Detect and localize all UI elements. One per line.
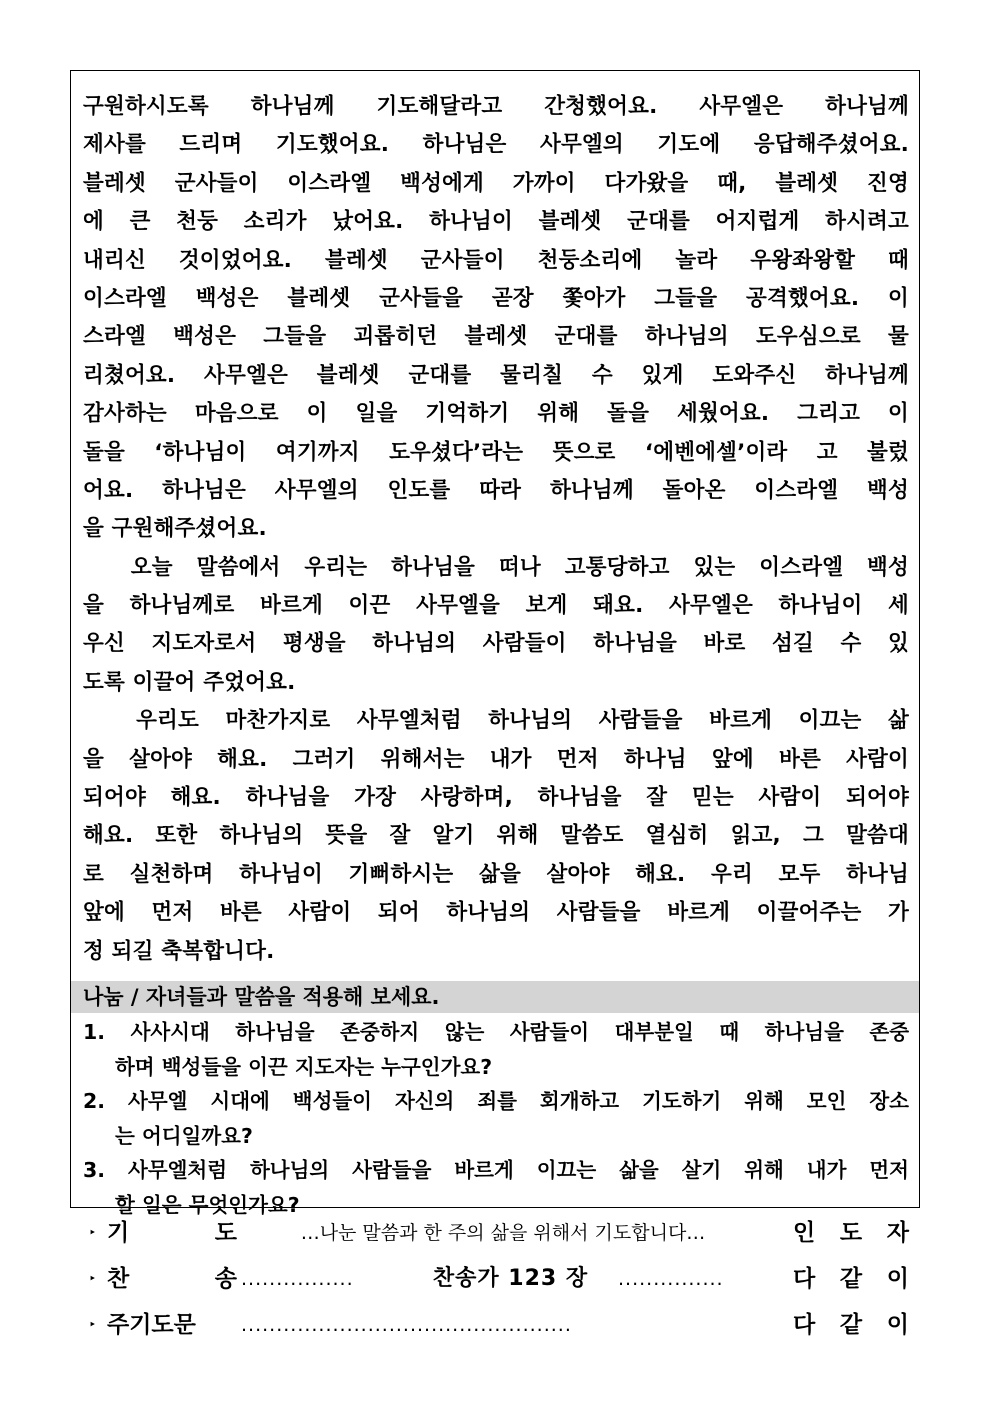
order-row-lords-prayer (83, 1302, 909, 1348)
order-description: …나눈 말씀과 한 주의 삶을 위해서 기도합니다… (300, 1222, 706, 1244)
worship-order (83, 1210, 909, 1348)
share-title: 나눔 / 자녀들과 말씀을 적용해 보세요. (83, 985, 440, 1009)
dot-leader: ............... (618, 1268, 724, 1290)
paragraph-line: 정 되길 축복합니다. (83, 938, 275, 964)
paragraph-line: 내리신 것이었어요. 블레셋 군사들이 천둥소리에 놀라 우왕좌왕할 때 (83, 247, 909, 273)
order-label: 주기도문 (107, 1312, 196, 1338)
question-item-continued: 하며 백성들을 이끈 지도자는 누구인가요? (115, 1054, 493, 1079)
order-leader: 인 도 자 (793, 1220, 909, 1246)
triangle-marker-icon: ‣ (89, 1318, 97, 1331)
order-row-hymn (83, 1256, 909, 1302)
paragraph-line: 우리도 마찬가지로 사무엘처럼 하나님의 사람들을 바르게 이끄는 삶 (83, 708, 909, 734)
question-item-continued: 는 어디일까요? (115, 1123, 253, 1148)
paragraph-line: 해요. 또한 하나님의 뜻을 잘 알기 위해 말씀도 열심히 읽고, 그 말씀대 (83, 823, 909, 849)
order-row-prayer (83, 1210, 909, 1256)
triangle-marker-icon: ‣ (89, 1272, 97, 1285)
order-leader: 다 같 이 (793, 1312, 909, 1338)
paragraph-line: 을 하나님께로 바르게 이끈 사무엘을 보게 돼요. 사무엘은 하나님이 세 (83, 593, 909, 619)
paragraph-line: 오늘 말씀에서 우리는 하나님을 떠나 고통당하고 있는 이스라엘 백성 (83, 554, 909, 580)
paragraph-line: 구원하시도록 하나님께 기도해달라고 간청했어요. 사무엘은 하나님께 (83, 94, 909, 119)
paragraph-line: 로 실천하며 하나님이 기뻐하시는 삶을 살아야 해요. 우리 모두 하나님 (83, 861, 909, 887)
paragraph-line: 되어야 해요. 하나님을 가장 사랑하며, 하나님을 잘 믿는 사람이 되어야 (83, 785, 909, 811)
sermon-body (83, 88, 909, 971)
paragraph-line: 을 살아야 해요. 그러기 위해서는 내가 먼저 하나님 앞에 바른 사람이 (83, 746, 909, 772)
paragraph-line: 에 큰 천둥 소리가 났어요. 하나님이 블레셋 군대를 어지럽게 하시려고 (83, 209, 909, 235)
paragraph-line: 제사를 드리며 기도했어요. 하나님은 사무엘의 기도에 응답해주셨어요. (83, 132, 909, 158)
question-list (83, 1015, 909, 1222)
question-item: 3. 사무엘처럼 하나님의 사람들을 바르게 이끄는 삶을 살기 위해 내가 먼저 (83, 1158, 909, 1182)
question-item: 1. 사사시대 하나님을 존중하지 않는 사람들이 대부분일 때 하나님을 존중 (83, 1020, 909, 1044)
paragraph-line: 도록 이끌어 주었어요. (83, 669, 296, 695)
paragraph-line: 우신 지도자로서 평생을 하나님의 사람들이 하나님을 바로 섬길 수 있 (83, 631, 909, 657)
paragraph-line: 이스라엘 백성은 블레셋 군사들을 곧장 쫓아가 그들을 공격했어요. 이 (83, 285, 909, 311)
order-leader: 다 같 이 (793, 1266, 909, 1292)
paragraph-line: 감사하는 마음으로 이 일을 기억하기 위해 돌을 세웠어요. 그리고 이 (83, 401, 909, 427)
paragraph-line: 리쳤어요. 사무엘은 블레셋 군대를 물리칠 수 있게 도와주신 하나님께 (83, 362, 909, 388)
dot-leader: ............................................... (241, 1314, 572, 1336)
paragraph-line: 스라엘 백성은 그들을 괴롭히던 블레셋 군대를 하나님의 도우심으로 물 (83, 324, 909, 350)
paragraph-line: 앞에 먼저 바른 사람이 되어 하나님의 사람들을 바르게 이끌어주는 가 (83, 900, 909, 926)
paragraph-line: 어요. 하나님은 사무엘의 인도를 따라 하나님께 돌아온 이스라엘 백성 (83, 477, 909, 503)
paragraph-line: 돌을 ‘하나님이 여기까지 도우셨다’라는 뜻으로 ‘에벤에셀’이라 고 불렀 (83, 439, 909, 465)
question-item-continued: 할 일은 무엇인가요? (115, 1192, 300, 1217)
paragraph-line: 블레셋 군사들이 이스라엘 백성에게 가까이 다가왔을 때, 블레셋 진영 (83, 170, 909, 196)
paragraph-line: 을 구원해주셨어요. (83, 516, 267, 542)
triangle-marker-icon: ‣ (89, 1226, 97, 1239)
dot-leader: ................ (241, 1268, 354, 1290)
hymn-number: 찬송가 123 장 (432, 1266, 589, 1291)
order-label: 기 도 (107, 1220, 237, 1246)
question-item: 2. 사무엘 시대에 백성들이 자신의 죄를 회개하고 기도하기 위해 모인 장소 (83, 1089, 909, 1113)
order-label: 찬 송 (107, 1266, 237, 1292)
